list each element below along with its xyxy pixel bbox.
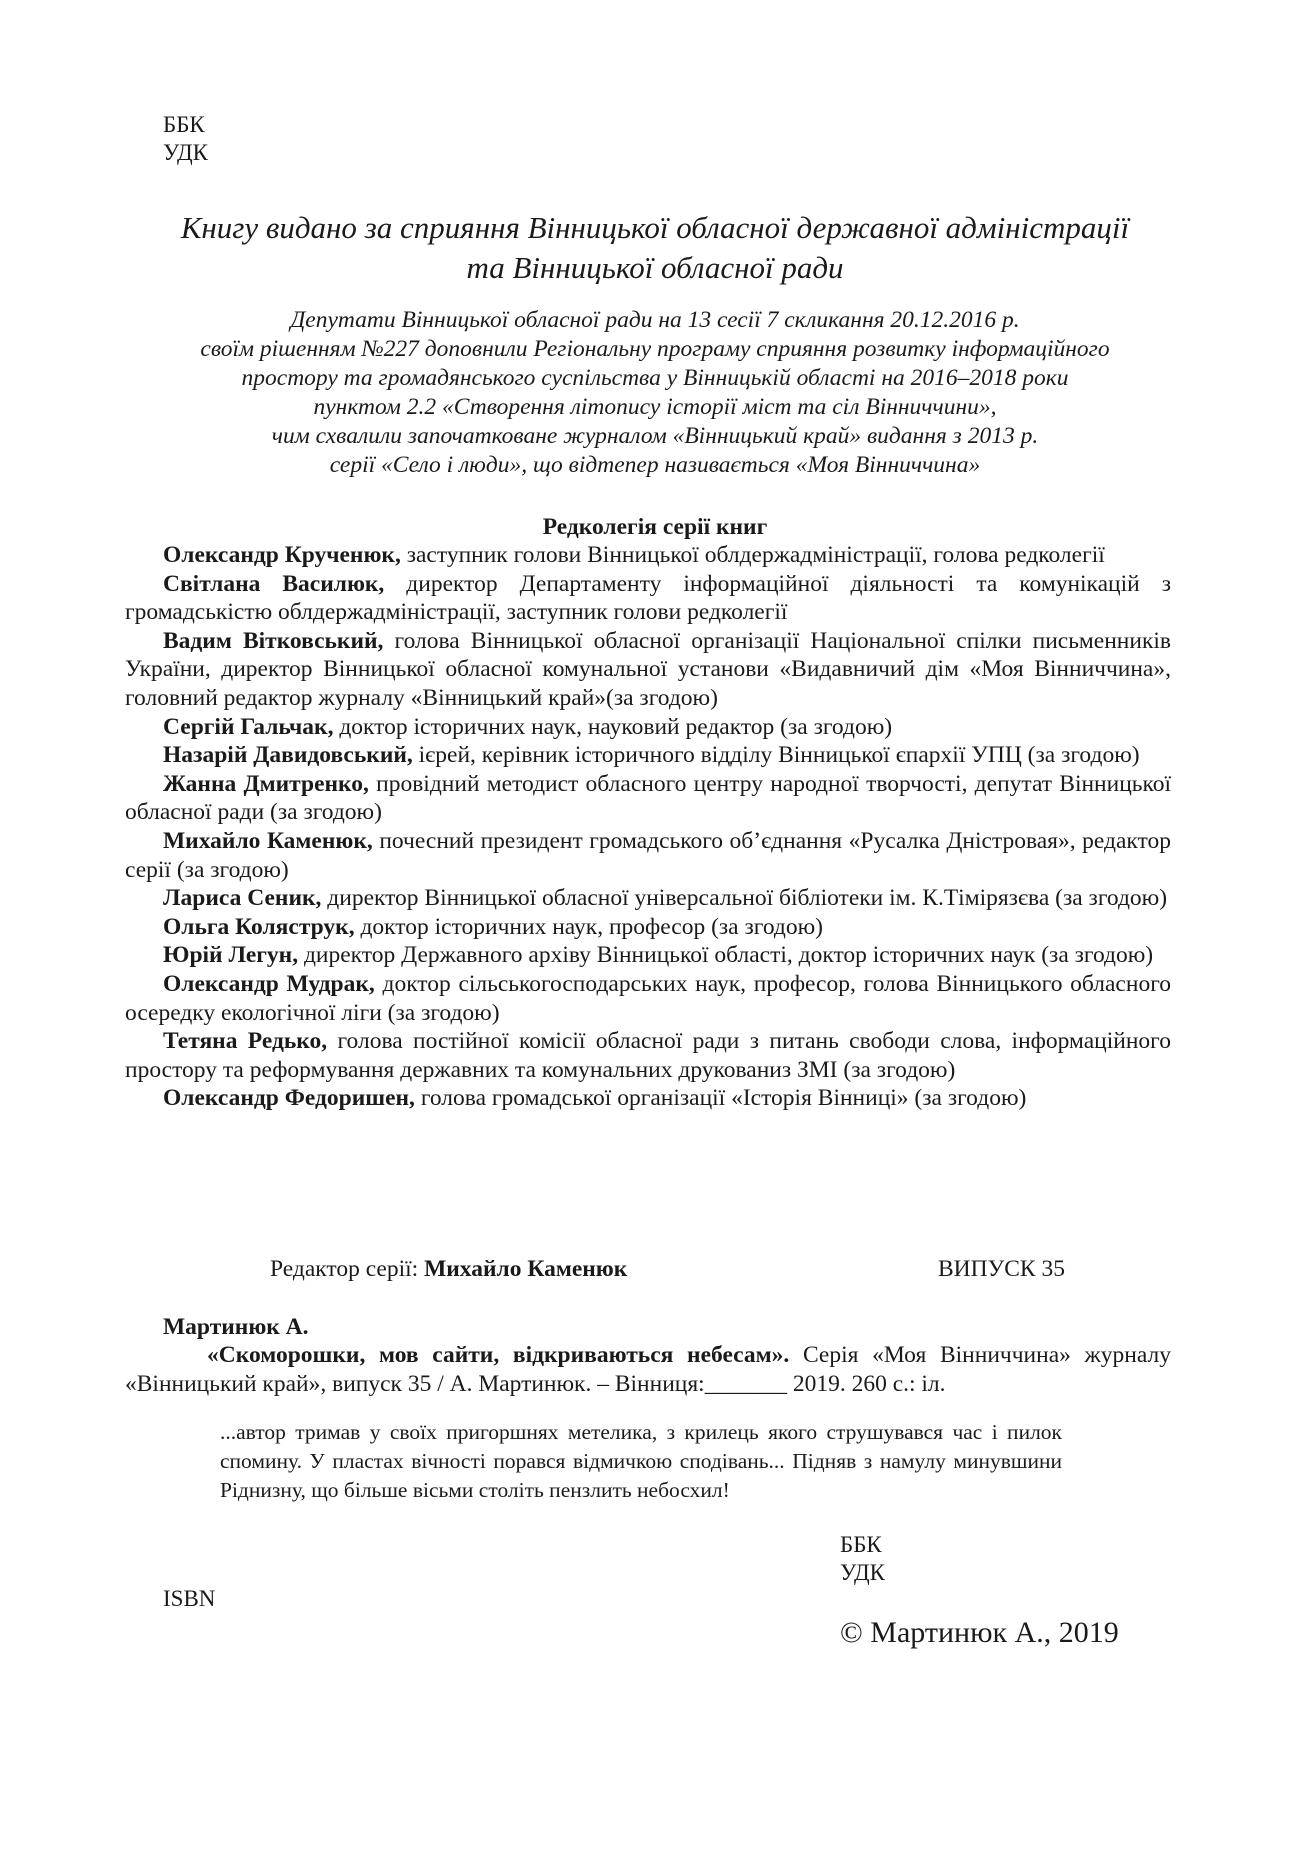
board-member xyxy=(125,1027,1171,1084)
board-member xyxy=(125,741,1171,770)
member-role: директор Державного архіву Вінницької області, доктор історичних наук (за згодою) xyxy=(298,942,1154,969)
decree-note xyxy=(130,306,1180,480)
member-name: Назарій Давидовський, xyxy=(163,742,413,769)
member-role: директор Департаменту інформаційної діяльності та комунікацій з громадськістю облдержадміністрації, заступник голови редколегії xyxy=(125,570,1171,626)
catalog-description xyxy=(125,1341,1171,1399)
member-name: Олександр Крученюк, xyxy=(163,542,401,568)
board-member xyxy=(125,770,1171,827)
board-members xyxy=(125,541,1171,1113)
member-role: ієрей, керівник історичного відділу Вінницької єпархії УПЦ (за згодою) xyxy=(412,742,1140,769)
member-name: Олександр Мудрак, xyxy=(163,970,375,997)
decree-line: чим схвалили започатковане журналом «Вінницький край» видання з 2013 р. xyxy=(271,423,1039,449)
sponsor-line-1: Книгу видано за сприяння Вінницької обласної державної адміністрації xyxy=(180,210,1130,245)
member-role: голова Вінницької обласної організації Національної спілки письменників України, директор Вінницької обласної комунальної установи «Видавничий дім «Моя Вінниччина», головний редактор журналу «Вінницький край»(за згодою) xyxy=(125,627,1171,711)
board-member xyxy=(125,541,1171,570)
member-role: доктор сільськогосподарських наук, професор, голова Вінницького обласного осередку екологічної ліги (за згодою) xyxy=(125,970,1171,1026)
board-member xyxy=(125,941,1171,970)
board-member xyxy=(125,913,1171,942)
decree-line: Депутати Вінницької обласної ради на 13 сесії 7 скликання 20.12.2016 р. xyxy=(290,307,1020,333)
member-name: Вадим Вітковський, xyxy=(163,627,384,654)
board-member xyxy=(125,713,1171,742)
member-role: почесний президент громадського об’єднання «Русалка Дністровая», редактор серії (за згодою) xyxy=(125,827,1171,883)
board-member xyxy=(125,1084,1171,1113)
board-member xyxy=(125,884,1171,913)
series-editor xyxy=(270,1254,627,1284)
member-name: Михайло Каменюк, xyxy=(163,827,373,854)
catalog-details: Серія «Моя Вінниччина» журналу «Вінницький край», випуск 35 / А. Мартинюк. – Вінниця:_______ 2019. 260 с.: іл. xyxy=(125,1342,1171,1397)
member-role: доктор історичних наук, професор (за згодою) xyxy=(354,913,823,940)
member-name: Ольга Коляструк, xyxy=(163,913,355,940)
member-name: Лариса Сеник, xyxy=(163,885,322,912)
catalog-title: «Скоморошки, мов сайти, відкриваються небесам». xyxy=(207,1342,790,1368)
isbn-label: ISBN xyxy=(163,1586,216,1611)
sponsor-note xyxy=(130,208,1180,288)
member-role: голова громадської організації «Історія Вінниці» (за згодою) xyxy=(414,1085,1027,1112)
sponsor-line-2: та Вінницької обласної ради xyxy=(466,250,844,285)
catalog-author: Мартинюк А. xyxy=(163,1314,309,1340)
udk-label-bottom: УДК xyxy=(840,1560,885,1585)
series-editor-label: Редактор серії: xyxy=(270,1256,425,1282)
member-name: Тетяна Редько, xyxy=(163,1028,328,1055)
annotation xyxy=(220,1418,1062,1505)
copyright: © Мартинюк А., 2019 xyxy=(840,1616,1119,1649)
member-name: Світлана Василюк, xyxy=(163,570,385,597)
member-role: доктор історичних наук, науковий редактор (за згодою) xyxy=(333,713,893,740)
series-editor-name: Михайло Каменюк xyxy=(424,1256,628,1282)
board-title: Редколегія серії книг xyxy=(542,514,768,540)
decree-line: своїм рішенням №227 доповнили Регіональну програму сприяння розвитку інформаційного xyxy=(200,336,1110,362)
board-member xyxy=(125,827,1171,884)
board-member xyxy=(125,627,1171,713)
issue-number: ВИПУСК 35 xyxy=(938,1256,1065,1282)
bbk-label-bottom: ББК xyxy=(840,1532,882,1557)
member-name: Юрій Легун, xyxy=(163,942,299,969)
annotation-text: ...автор тримав у своїх пригоршнях метелика, з крилець якого струшувався час і пилок спомину. У пластах вічності порався відмичкою сподівань... Підняв з намулу минувшини Ріднизну, що більше вісьми століть пензлить небосхил! xyxy=(220,1420,1062,1502)
member-name: Сергій Гальчак, xyxy=(163,713,334,740)
decree-line: простору та громадянського суспільства у Вінницькій області на 2016–2018 роки xyxy=(241,365,1069,391)
member-role: директор Вінницької обласної універсальної бібліотеки ім. К.Тімірязєва (за згодою) xyxy=(321,885,1168,912)
bbk-label-top: ББК xyxy=(163,112,205,137)
board-member xyxy=(125,570,1171,627)
board-member xyxy=(125,970,1171,1027)
udk-label-top: УДК xyxy=(163,140,208,165)
decree-line: пунктом 2.2 «Створення літопису історії міст та сіл Вінниччини», xyxy=(313,394,997,420)
member-role: голова постійної комісії обласної ради з питань свободи слова, інформаційного простору та реформування державних та комунальних друкованиз ЗМІ (за згодою) xyxy=(125,1028,1171,1083)
member-name: Жанна Дмитренко, xyxy=(163,770,369,797)
member-name: Олександр Федоришен, xyxy=(163,1085,415,1112)
member-role: заступник голови Вінницької облдержадміністрації, голова редколегії xyxy=(400,542,1105,568)
decree-line: серії «Село і люди», що відтепер називається «Моя Вінниччина» xyxy=(329,452,981,478)
member-role: провідний методист обласного центру народної творчості, депутат Вінницької обласної ради (за згодою) xyxy=(125,770,1171,826)
